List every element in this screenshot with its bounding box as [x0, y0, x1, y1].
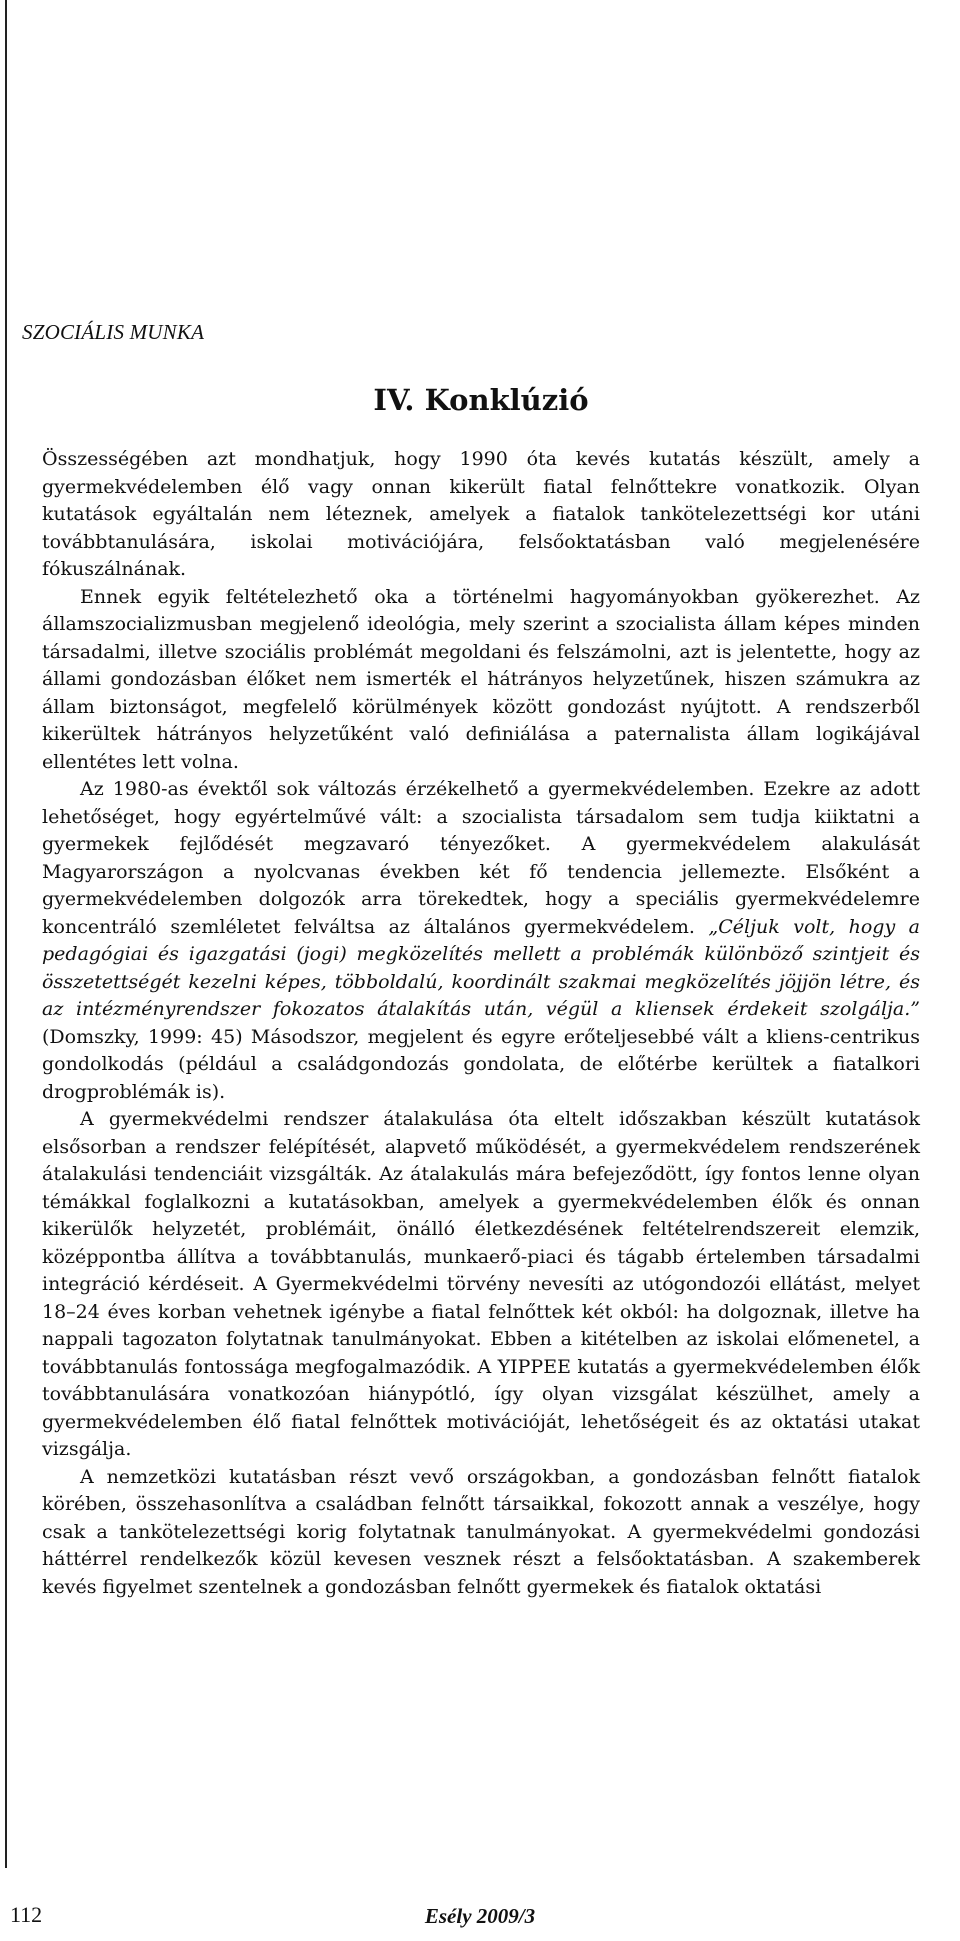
paragraph-2: Ennek egyik feltételezhető oka a történelmi hagyományokban gyökerezhet. Az államszocializmusban megjelenő ideológia, mely szerint a szocialista állam képes minden társadalmi, illetve szociális problémát megoldani és felszámolni, azt is jelentette, hogy az állami gondozásban élőket nem ismerték el hátrányos helyzetűnek, hiszen számukra az állam biztonságot, megfelelő körülmények között gondozást nyújtott. A rendszerből kikerültek hátrányos helyzetűként való definiálása a paternalista állam logikájával ellentétes lett volna.	[42, 585, 920, 773]
paragraph-1: Összességében azt mondhatjuk, hogy 1990 óta kevés kutatás készült, amely a gyermekvédelemben élő vagy onnan kikerült fiatal felnőttekre vonatkozik. Olyan kutatások egyáltalán nem léteznek, amelyek a fiatalok tankötelezettségi kor utáni továbbtanulására, iskolai motivációjára, felsőoktatásban való megjelenésére fókuszálnának.	[42, 448, 920, 580]
paragraph-3	[42, 776, 920, 1106]
running-head: SZOCIÁLIS MUNKA	[22, 320, 205, 344]
domszky-quote: „Céljuk volt, hogy a pedagógiai és igazgatási (jogi) megközelítés mellett a problémák különböző szintjeit és összetettségét kezelni képes, többoldalú, koordinált szakmai megközelítés jöjjön létre, és az intézményrendszer fokozatos átalakítás után, végül a kliensek érdekeit szolgálja.”	[42, 915, 920, 1020]
body-text	[42, 446, 920, 1601]
section-title: IV. Konklúzió	[373, 383, 589, 417]
page-number: 112	[10, 1902, 43, 1927]
paragraph-3-end: (Domszky, 1999: 45) Másodszor, megjelent és egyre erőteljesebbé vált a kliens-centrikus gondolkodás (például a családgondozás gondolata, de előtérbe kerültek a fiatalkori drogproblémák is).	[42, 1025, 920, 1103]
left-margin-rule	[5, 0, 7, 1868]
journal-name: Esély 2009/3	[424, 1904, 536, 1928]
paragraph-4: A gyermekvédelmi rendszer átalakulása óta eltelt időszakban készült kutatások elsősorban a rendszer felépítését, alapvető működését, a gyermekvédelem rendszerének átalakulási tendenciáit vizsgálták. Az átalakulás mára befejeződött, így fontos lenne olyan témákkal foglalkozni a kutatásokban, amelyek a gyermekvédelemben élők és onnan kikerülők helyzetét, problémáit, önálló életkezdésének feltételrendszereit elemzik, középpontba állítva a továbbtanulás, munkaerő-piaci és tágabb értelemben társadalmi integráció kérdéseit. A Gyermekvédelmi törvény nevesíti az utógondozói ellátást, melyet 18–24 éves korban vehetnek igénybe a fiatal felnőttek két okból: ha dolgoznak, illetve ha nappali tagozaton folytatnak tanulmányokat. Ebben a kitételben az iskolai előmenetel, a továbbtanulás fontossága megfogalmazódik. A YIPPEE kutatás a gyermekvédelemben élők továbbtanulására vonatkozóan hiánypótló, így olyan vizsgálat készülhet, amely a gyermekvédelemben élő fiatal felnőttek motivációját, lehetőségeit és az oktatási utakat vizsgálja.	[42, 1108, 920, 1460]
paragraph-3-start: Az 1980-as évektől sok változás érzékelhető a gyermekvédelemben. Ezekre az adott lehetőséget, hogy egyértelművé vált: a szocialista társadalom sem tudja kiiktatni a gyermekek fejlődését megzavaró tényezőket. A gyermekvédelem alakulását Magyarországon a nyolcvanas években két fő tendencia jellemezte. Elsőként a gyermekvédelemben dolgozók arra törekedtek, hogy a speciális gyermekvédelemre koncentráló szemléletet felváltsa az általános gyermekvédelem.	[42, 778, 920, 938]
paragraph-5: A nemzetközi kutatásban részt vevő országokban, a gondozásban felnőtt fiatalok körében, összehasonlítva a családban felnőtt társaikkal, fokozott annak a veszélye, hogy csak a tankötelezettségi korig folytatnak tanulmányokat. A gyermekvédelmi gondozási háttérrel rendelkezők közül kevesen vesznek részt a felsőoktatásban. A szakemberek kevés figyelmet szentelnek a gondozásban felnőtt gyermekek és fiatalok oktatási	[42, 1465, 920, 1598]
